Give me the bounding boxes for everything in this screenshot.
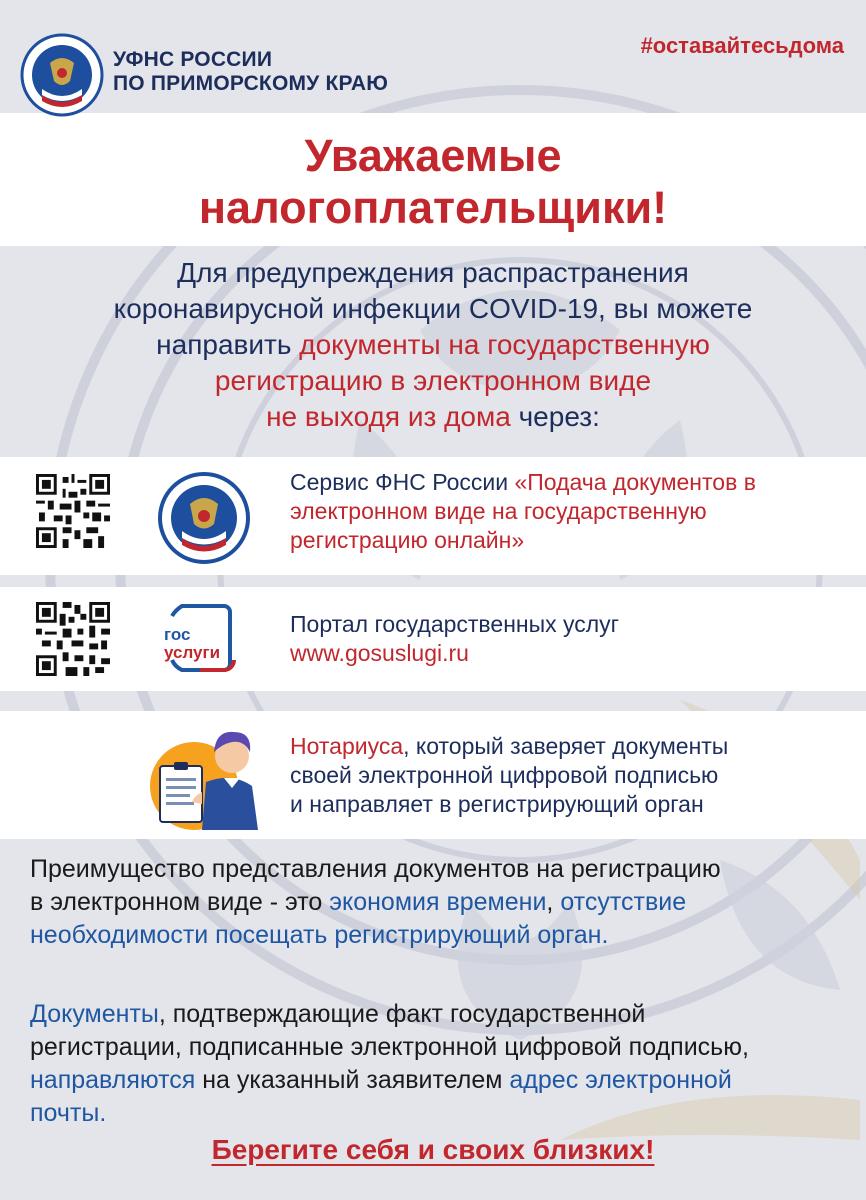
org-name bbox=[113, 48, 388, 96]
org-line-2: ПО ПРИМОРСКОМУ КРАЮ bbox=[113, 72, 389, 95]
documents-line-4: почты. bbox=[30, 1099, 107, 1127]
intro-line-3b: документы на государственную bbox=[299, 329, 710, 360]
documents-line-1 bbox=[30, 998, 749, 1031]
hashtag: #оставайтесьдома bbox=[640, 33, 844, 58]
intro-line-2: коронавирусной инфекции COVID-19, вы можете bbox=[113, 293, 753, 324]
notary-line-1a: Нотариуса bbox=[290, 733, 404, 759]
fns-service-text bbox=[290, 468, 756, 555]
fns-line-1b[interactable]: «Подача документов в bbox=[514, 469, 756, 495]
qr-code-icon[interactable] bbox=[36, 474, 110, 548]
documents-paragraph bbox=[30, 998, 749, 1130]
notary-text bbox=[290, 732, 728, 819]
notary-line-3: и направляет в регистрирующий орган bbox=[290, 791, 704, 817]
fns-line-2[interactable]: электронном виде на государственную bbox=[290, 498, 707, 524]
documents-line-3b: на указанный заявителем bbox=[195, 1066, 510, 1094]
intro-text bbox=[0, 255, 866, 435]
documents-line-1b: , подтверждающие факт государственной bbox=[158, 1000, 646, 1028]
fns-line-3[interactable]: регистрацию онлайн» bbox=[290, 527, 525, 553]
advantage-paragraph bbox=[30, 853, 721, 952]
fns-line-1 bbox=[290, 468, 756, 497]
documents-line-3c: адрес электронной bbox=[509, 1066, 732, 1094]
fns-emblem-icon bbox=[20, 33, 104, 117]
advantage-line-2c: , bbox=[546, 888, 561, 916]
notary-line-2: своей электронной цифровой подписью bbox=[290, 762, 719, 788]
notary-line-1b: , который заверяет документы bbox=[403, 733, 729, 759]
advantage-line-3: необходимости посещать регистрирующий орган. bbox=[30, 921, 609, 949]
intro-line-1: Для предупреждения распрастранения bbox=[177, 257, 689, 288]
intro-line-5a: не выходя из дома bbox=[266, 401, 511, 432]
intro-line-3 bbox=[0, 327, 866, 363]
closing-message bbox=[0, 1134, 866, 1166]
gosuslugi-text bbox=[290, 610, 619, 668]
documents-line-2: регистрации, подписанные электронной цифровой подписью, bbox=[30, 1033, 749, 1061]
gosuslugi-line-1: Портал государственных услуг bbox=[290, 611, 620, 637]
intro-line-4: регистрацию в электронном виде bbox=[214, 365, 652, 396]
documents-line-3 bbox=[30, 1064, 749, 1097]
intro-line-3a: направить bbox=[156, 329, 300, 360]
title-line-1: Уважаемые bbox=[304, 130, 562, 181]
intro-line-5 bbox=[0, 399, 866, 435]
advantage-line-2a: в электронном виде - это bbox=[30, 888, 330, 916]
closing-text: Берегите себя и своих близких! bbox=[211, 1134, 655, 1165]
documents-line-1a: Документы bbox=[30, 1000, 159, 1028]
advantage-line-2d: отсутствие bbox=[560, 888, 687, 916]
advantage-line-2 bbox=[30, 886, 721, 919]
page-title bbox=[0, 130, 866, 234]
fns-line-1a: Сервис ФНС России bbox=[290, 469, 515, 495]
org-line-1: УФНС РОССИИ bbox=[113, 48, 273, 71]
gosuslugi-logo-top: гос bbox=[164, 625, 191, 644]
qr-code-icon[interactable] bbox=[36, 602, 110, 676]
notary-line-1 bbox=[290, 732, 728, 761]
intro-line-5b: через: bbox=[510, 401, 600, 432]
title-line-2: налогоплательщики! bbox=[198, 182, 668, 233]
gosuslugi-url-link[interactable]: www.gosuslugi.ru bbox=[290, 640, 469, 666]
documents-line-3a: направляются bbox=[30, 1066, 196, 1094]
gosuslugi-logo-bottom: услуги bbox=[164, 643, 221, 662]
fns-emblem-icon bbox=[158, 472, 250, 564]
advantage-line-2b: экономия времени bbox=[329, 888, 547, 916]
notary-person-icon bbox=[146, 722, 266, 830]
advantage-line-1: Преимущество представления документов на регистрацию bbox=[30, 855, 721, 883]
gosuslugi-logo-icon[interactable] bbox=[158, 598, 248, 678]
